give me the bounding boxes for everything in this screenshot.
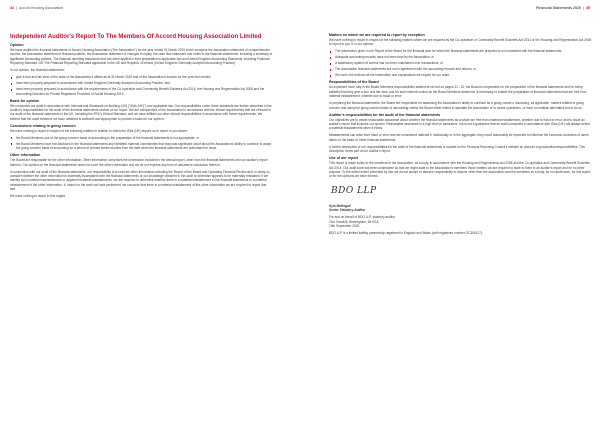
paragraph: A further description of our responsibilities for the audit of the financial statements is located on the Financial Reporting Council's website at: www.frc.org.uk/auditorsresponsibilities. This description forms part of our auditor's report. — [329, 144, 585, 154]
header-title: Accord Housing Association — [18, 6, 64, 10]
section-heading: Responsibilities of the Board — [329, 80, 379, 85]
section-heading: Matters on which we are required to report by exception — [329, 33, 425, 37]
list-item: have been properly prepared in accordance with United Kingdom Generally Accepted Accounting Practice; and — [10, 81, 273, 85]
address-line: 19th September 2020 — [329, 224, 360, 229]
bullet-list — [329, 49, 592, 77]
paragraph: In connection with our audit of the financial statements, our responsibility is to read the other information including the Report of the Board and Operating Financial Review and, in doing so, consider whether the other information is materially inconsistent with the financial statements or our knowledge obtained in the audit or otherwise appears to be materially misstated. If we identify such material inconsistencies or apparent material misstatements, we are required to determine whether there is a material misstatement in the financial statements or a material misstatement of the other information. If, based on the work we have performed, we conclude that there is a material misstatement of this other information we are required to report that fact. — [10, 169, 271, 192]
header-title: Financial Statements 2020 — [536, 6, 582, 10]
page-number: 34 — [10, 6, 14, 10]
section-heading: Use of our report — [329, 156, 359, 161]
section-heading: Basis for opinion — [10, 98, 40, 103]
paragraph: Our objectives are to obtain reasonable assurance about whether the financial statements as a whole are free from material misstatement, whether due to fraud or error, and to issue an auditor's report that includes our opinion. Reasonable assurance is a high level of assurance, but is not a guarantee that an audit conducted in accordance with ISAs (UK) will always detect a material misstatement when it exists. — [329, 117, 590, 131]
paragraph: As explained more fully in the Board Members responsibilities statement set out on pages 31 - 32, the Board is responsible for the preparation of the financial statements and for being satisfied that they give a true and fair view, and for such internal control as the Board Members determine is necessary to enable the preparation of financial statements that are free from material misstatement, whether due to fraud or error. — [329, 85, 587, 99]
paragraph: In preparing the financial statements, the Board are responsible for assessing the Association's ability to continue as a going concern, disclosing, as applicable, matters related to going concern and using the going concern basis of accounting unless the Board either intend to liquidate the Association or to cease operations, or have no realistic alternative but to do so. — [329, 101, 584, 110]
page-header-right — [536, 5, 590, 12]
page-number: 35 — [586, 6, 590, 10]
list-item: A satisfactory system of control has not been maintained over transactions; or — [329, 61, 592, 65]
paragraph: Misstatements can arise from fraud or error and are considered material if, individually or in the aggregate, they could reasonably be expected to influence the economic decisions of users taken on the basis of these financial statements. — [329, 133, 589, 142]
paragraph: In our opinion, the financial statements: — [10, 68, 65, 73]
list-item: the Board Members have not disclosed in the financial statements any identified material uncertainties that may cast significant doubt about the Association's ability to continue to adopt the going concern basis of accounting for a period of at least twelve months from the date when the financial statements are authorised for issue. — [10, 142, 273, 151]
paragraph: We have nothing to report in this regard. — [10, 194, 66, 199]
list-item: The Association financial statements are not in agreement with the accounting records and returns; or — [329, 67, 592, 71]
section-heading: Auditor's responsibilities for the audit of the financial statements — [329, 112, 441, 117]
left-column — [10, 43, 273, 201]
page-header-left — [10, 5, 63, 12]
list-item: We have not received all the information and explanations we require for our audit. — [329, 73, 592, 77]
address-line: For and on behalf of BDO LLP, statutory auditor — [329, 215, 396, 220]
list-item: give a true and fair view of the state of the Association's affairs as at 31 March 2020 and of the Association's surplus for the year then ended; — [10, 75, 273, 79]
paragraph: We conducted our audit in accordance with International Standards on Auditing (UK) ("ISAs (UK)") and applicable law. Our responsibilities under those standards are further described in the Auditor's responsibilities for the audit of the financial statements section of our report. We are independent of the Association in accordance with the ethical requirements that are relevant to our audit of the financial statements in the UK, including the FRC's Ethical Standard, and we have fulfilled our other ethical responsibilities in accordance with these requirements. We believe that the audit evidence we have obtained is sufficient and appropriate to provide a basis for our opinion. — [10, 103, 272, 121]
paragraph: The Board are responsible for the other information. Other information comprises the information included in the annual report, other than the financial statements and our auditor's report thereon. Our opinion on the financial statements does not cover the other information and we do not express any form of assurance conclusion thereon. — [10, 158, 268, 167]
paragraph: We have audited the financial statements of Accord Housing Association ("the Association") for the year ended 31 March 2020 which comprise the Association statement of comprehensive income, the Association statement of financial position, the Association statement of changes in equity, the cash flow statement and notes to the financial statements, including a summary of significant accounting policies. The financial reporting framework that has been applied in their preparation is applicable law and United Kingdom Accounting Standards, including Financial Reporting Standard 102 The Financial Reporting Standard applicable in the UK and Republic of Ireland (United Kingdom Generally Accepted Accounting Practice). — [10, 48, 273, 66]
paragraph: We have nothing to report in respect of the following matters in relation to which the ISAs (UK) require us to report to you where: — [10, 128, 188, 133]
list-item: Adequate accounting records have not been kept by the Association; or — [329, 55, 592, 59]
right-column — [329, 33, 592, 238]
section-heading: Other information — [10, 153, 41, 158]
auditor-signature: BDO LLP — [331, 185, 377, 196]
list-item: The information given in the Report of the Board for the financial year for which the financial statements are prepared is not consistent with the financial statements; — [329, 49, 592, 53]
section-heading: Conclusions relating to going concern — [10, 123, 76, 128]
paragraph: This report is made solely to the members of the Association, as a body, in accordance with the Housing and Regeneration Act 2008 and the Co-operative and Community Benefit Societies Act 2014. Our audit work has been undertaken so that we might state to the Association's members those matters we are required to state to them in an auditor's report and for no other purpose. To the fullest extent permitted by law, we do not accept or assume responsibility to anyone other than the Association and the members as a body, for our audit work, for this report, or for the opinions we have formed. — [329, 161, 592, 179]
bullet-list — [10, 136, 273, 151]
list-item: the Board Members use of the going concern basis of accounting in the preparation of the financial statements is not appropriate; or — [10, 136, 273, 140]
signer-name: Kyla Bellingall — [329, 203, 351, 208]
address-line: Two Snowhill, Birmingham, B4 6GA — [329, 219, 379, 224]
bullet-list — [10, 75, 273, 96]
list-item: have been properly prepared in accordance with the requirements of the Co-operative and Community Benefit Societies Act 2014, the Housing and Regeneration Act 2008 and the Accounting Direction for Private Registered Providers of Social Housing 2019. — [10, 87, 273, 96]
section-heading: Opinion — [10, 43, 24, 47]
auditor-address — [329, 215, 592, 228]
footnote: BDO LLP is a limited liability partnership registered in England and Wales (with registered number OC305127). — [329, 231, 483, 236]
header-separator: | — [582, 6, 585, 10]
paragraph: We have nothing to report in respect of the following matters where we are required by the Co-operative or Community Benefit Societies Act 2014 or the Housing and Regeneration Act 2008 to report to you if, in our opinion: — [329, 38, 592, 47]
report-title: Independent Auditor's Report To The Members Of Accord Housing Association Limited — [10, 33, 262, 40]
signer-role: Senior Statutory Auditor — [329, 208, 366, 213]
header-separator: | — [15, 6, 18, 10]
